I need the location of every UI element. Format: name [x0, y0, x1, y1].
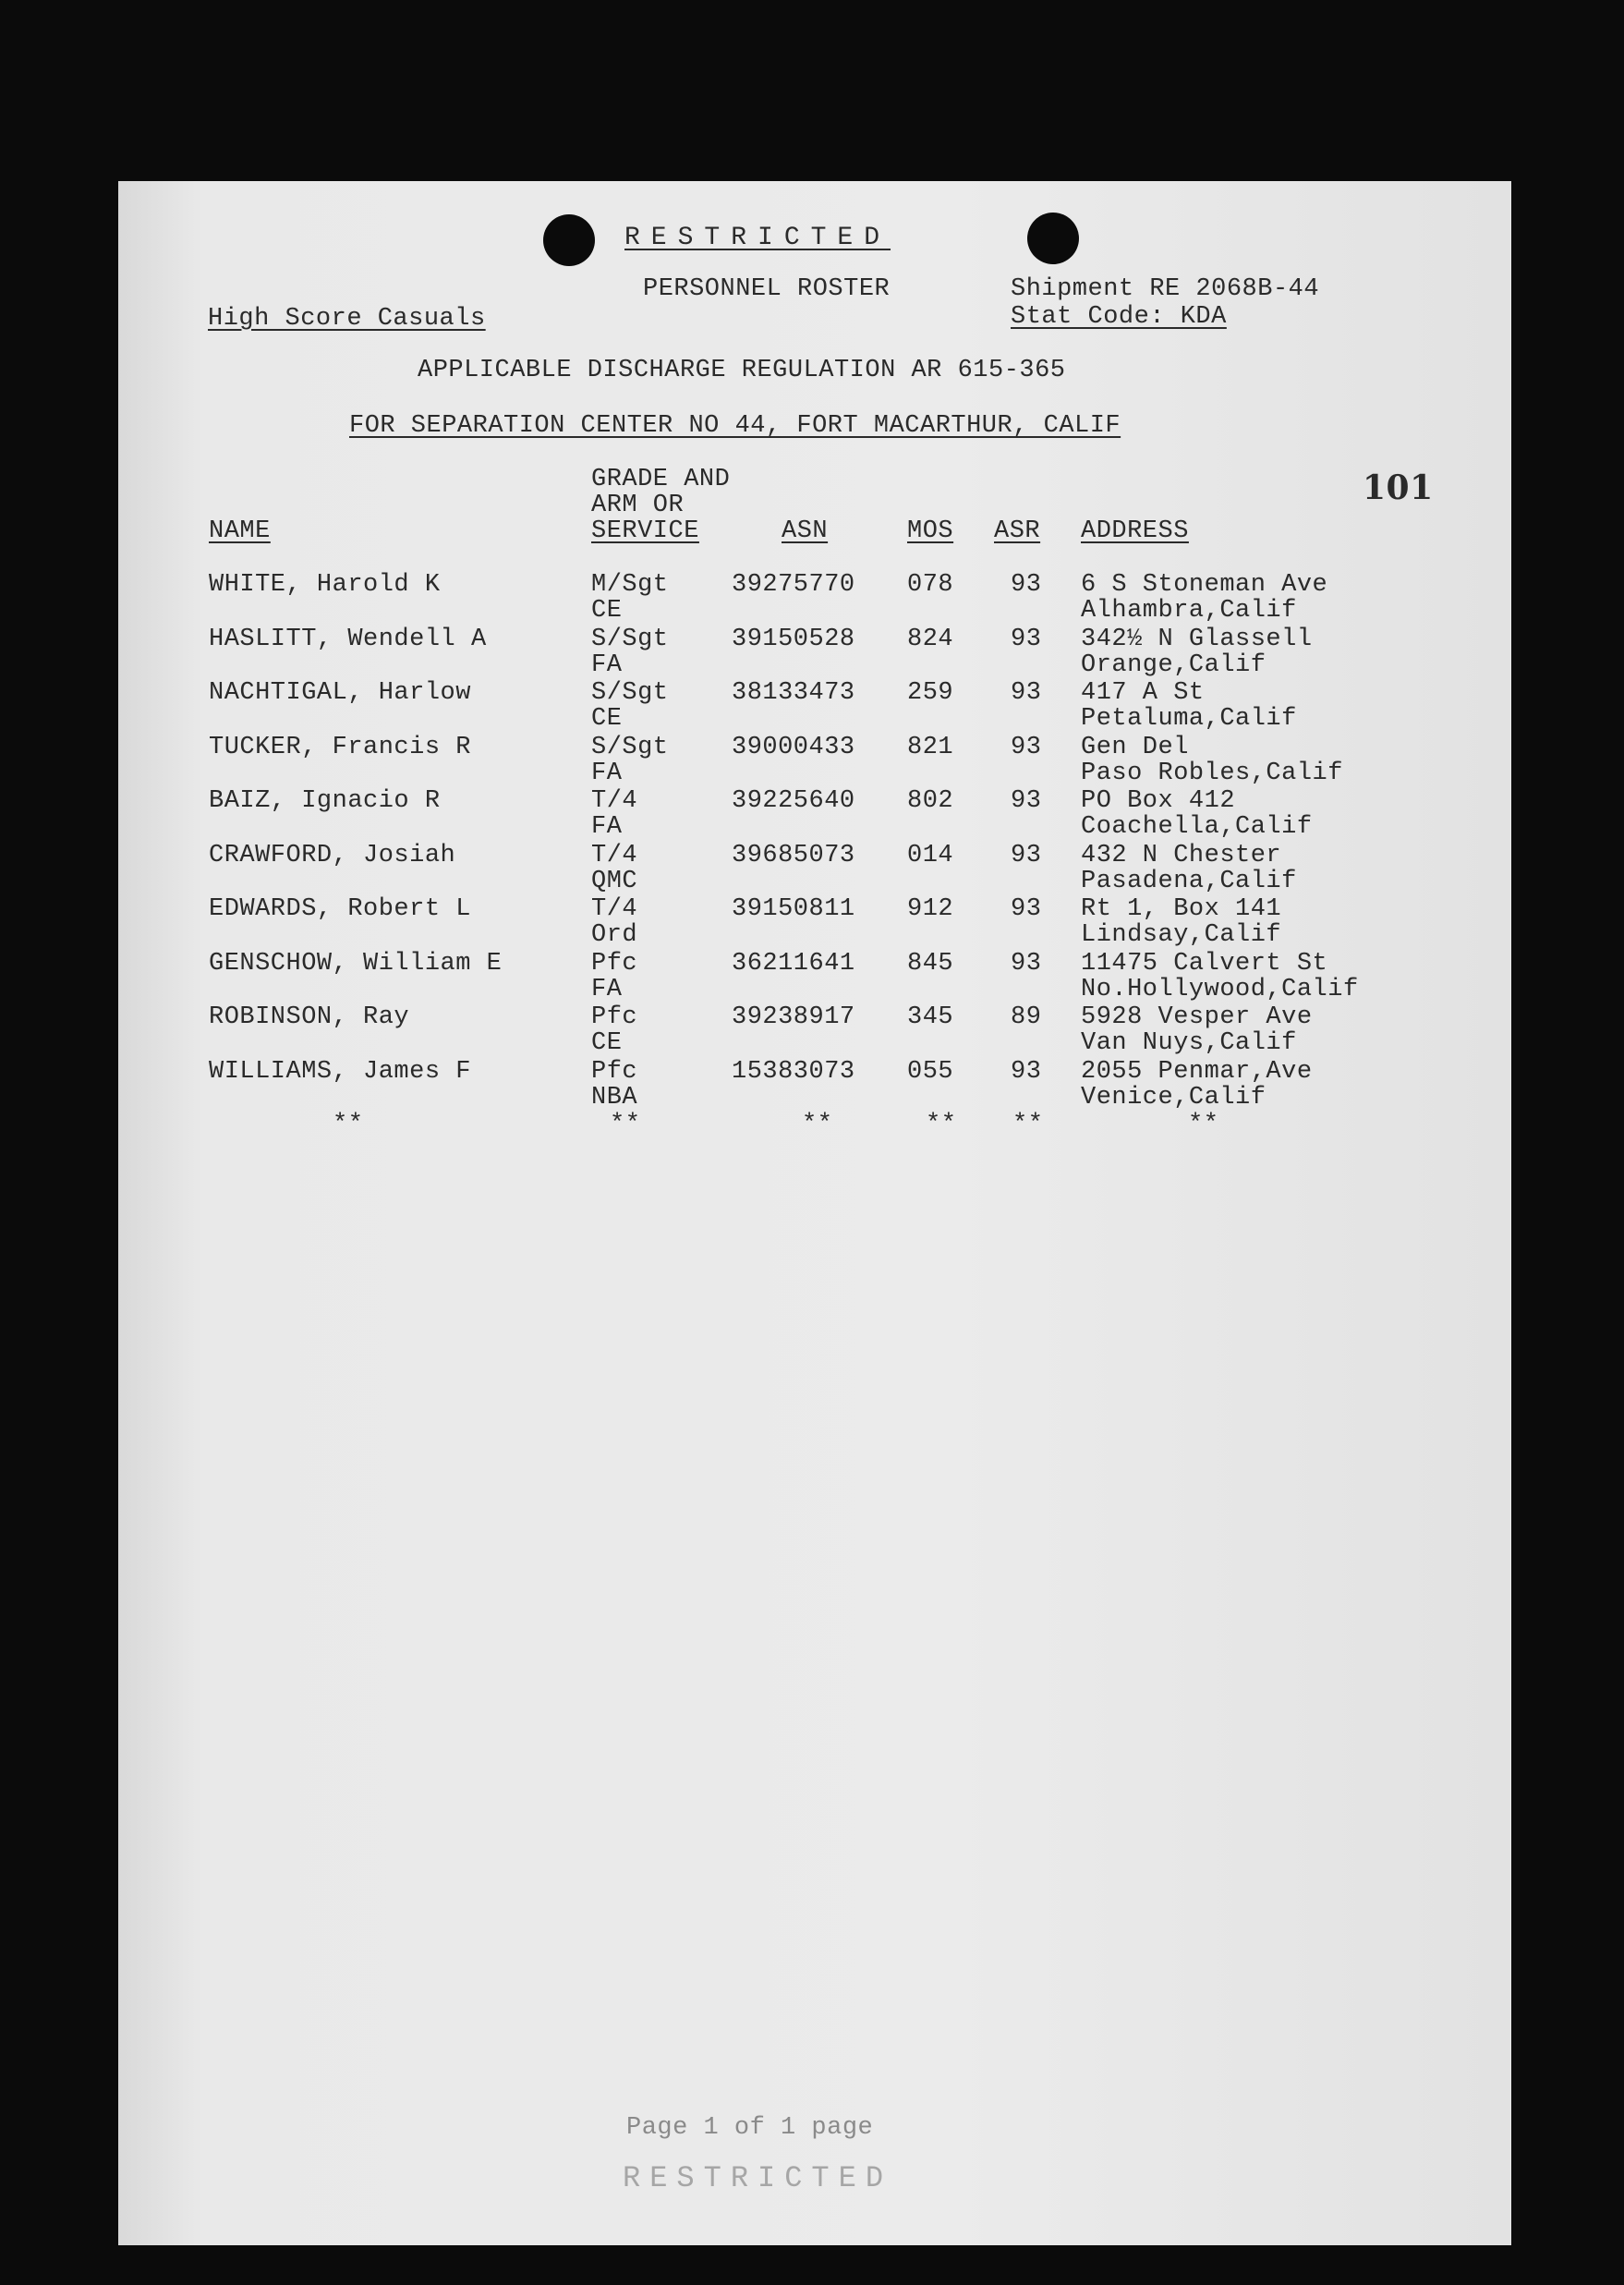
- roster-mos: 055: [907, 1057, 954, 1086]
- roster-asr: 93: [1011, 1057, 1042, 1086]
- roster-address-line2: Lindsay,Calif: [1081, 921, 1282, 949]
- end-mark-name: **: [333, 1111, 364, 1138]
- roster-address-line1: 342½ N Glassell: [1081, 625, 1313, 653]
- roster-arm: CE: [591, 705, 623, 733]
- roster-name: TUCKER, Francis R: [209, 733, 471, 761]
- end-mark-grade: **: [610, 1111, 641, 1138]
- roster-asn: 38133473: [732, 679, 855, 707]
- col-name: NAME: [209, 517, 271, 545]
- roster-asr: 89: [1011, 1003, 1042, 1031]
- roster-asr: 93: [1011, 949, 1042, 978]
- roster-arm: CE: [591, 597, 623, 625]
- roster-arm: FA: [591, 975, 623, 1003]
- roster-address-line1: Gen Del: [1081, 733, 1189, 761]
- end-mark-address: **: [1188, 1111, 1219, 1138]
- stat-code: Stat Code: KDA: [1011, 303, 1227, 331]
- roster-address-line1: 5928 Vesper Ave: [1081, 1003, 1313, 1031]
- group-label: High Score Casuals: [208, 305, 486, 333]
- roster-asn: 39150811: [732, 895, 855, 923]
- punch-hole-left: [543, 214, 595, 266]
- roster-mos: 345: [907, 1003, 954, 1031]
- roster-asn: 39000433: [732, 733, 855, 761]
- page-count-label: Page 1 of 1 page: [626, 2114, 874, 2142]
- roster-asr: 93: [1011, 625, 1042, 653]
- roster-grade: S/Sgt: [591, 679, 669, 707]
- col-asn: ASN: [782, 517, 829, 545]
- roster-name: HASLITT, Wendell A: [209, 625, 487, 653]
- roster-asr: 93: [1011, 895, 1042, 923]
- col-grade-line2: ARM OR: [591, 492, 685, 519]
- roster-name: NACHTIGAL, Harlow: [209, 679, 471, 707]
- roster-arm: FA: [591, 759, 623, 787]
- roster-address-line1: 11475 Calvert St: [1081, 949, 1328, 978]
- roster-address-line2: Alhambra,Calif: [1081, 597, 1297, 625]
- roster-asr: 93: [1011, 787, 1042, 815]
- roster-asr: 93: [1011, 841, 1042, 869]
- shipment-number: Shipment RE 2068B-44: [1011, 275, 1320, 303]
- roster-address-line1: 6 S Stoneman Ave: [1081, 571, 1328, 599]
- roster-address-line2: Venice,Calif: [1081, 1083, 1266, 1112]
- end-mark-asr: **: [1012, 1111, 1044, 1138]
- roster-address-line2: Coachella,Calif: [1081, 813, 1313, 841]
- roster-title: PERSONNEL ROSTER: [643, 275, 891, 303]
- end-mark-mos: **: [926, 1111, 957, 1138]
- roster-name: GENSCHOW, William E: [209, 949, 503, 978]
- roster-mos: 014: [907, 841, 954, 869]
- roster-name: WHITE, Harold K: [209, 571, 441, 599]
- roster-grade: Pfc: [591, 949, 638, 978]
- roster-mos: 078: [907, 571, 954, 599]
- roster-asn: 39225640: [732, 787, 855, 815]
- roster-asn: 39275770: [732, 571, 855, 599]
- roster-mos: 824: [907, 625, 954, 653]
- restricted-heading: RESTRICTED: [624, 224, 891, 252]
- roster-mos: 259: [907, 679, 954, 707]
- discharge-regulation: APPLICABLE DISCHARGE REGULATION AR 615-365: [418, 357, 1066, 384]
- roster-mos: 912: [907, 895, 954, 923]
- end-mark-asn: **: [802, 1111, 833, 1138]
- roster-arm: CE: [591, 1029, 623, 1057]
- roster-name: EDWARDS, Robert L: [209, 895, 471, 923]
- roster-address-line2: Paso Robles,Calif: [1081, 759, 1343, 787]
- roster-asr: 93: [1011, 679, 1042, 707]
- roster-name: WILLIAMS, James F: [209, 1057, 471, 1086]
- roster-arm: QMC: [591, 867, 638, 895]
- roster-mos: 802: [907, 787, 954, 815]
- roster-grade: T/4: [591, 841, 638, 869]
- punch-hole-right: [1027, 213, 1079, 264]
- roster-mos: 821: [907, 733, 954, 761]
- roster-asn: 39238917: [732, 1003, 855, 1031]
- roster-address-line1: 417 A St: [1081, 679, 1205, 707]
- roster-grade: T/4: [591, 895, 638, 923]
- roster-address-line2: Pasadena,Calif: [1081, 867, 1297, 895]
- roster-grade: Pfc: [591, 1003, 638, 1031]
- roster-asn: 39685073: [732, 841, 855, 869]
- separation-center: FOR SEPARATION CENTER NO 44, FORT MACARTHUR, CALIF: [349, 412, 1121, 440]
- roster-mos: 845: [907, 949, 954, 978]
- roster-name: BAIZ, Ignacio R: [209, 787, 441, 815]
- roster-arm: FA: [591, 813, 623, 841]
- roster-name: CRAWFORD, Josiah: [209, 841, 456, 869]
- roster-asr: 93: [1011, 733, 1042, 761]
- col-address: ADDRESS: [1081, 517, 1189, 545]
- col-asr: ASR: [994, 517, 1041, 545]
- roster-arm: Ord: [591, 921, 638, 949]
- roster-asr: 93: [1011, 571, 1042, 599]
- roster-address-line1: 2055 Penmar,Ave: [1081, 1057, 1313, 1086]
- roster-grade: S/Sgt: [591, 625, 669, 653]
- roster-asn: 15383073: [732, 1057, 855, 1086]
- roster-address-line2: No.Hollywood,Calif: [1081, 975, 1359, 1003]
- roster-address-line1: Rt 1, Box 141: [1081, 895, 1282, 923]
- roster-address-line1: 432 N Chester: [1081, 841, 1282, 869]
- roster-arm: NBA: [591, 1083, 638, 1112]
- restricted-footer: RESTRICTED: [623, 2161, 893, 2195]
- col-grade-line3: SERVICE: [591, 517, 699, 545]
- page-number: 101: [1363, 468, 1434, 507]
- col-grade-line1: GRADE AND: [591, 466, 731, 493]
- roster-asn: 36211641: [732, 949, 855, 978]
- col-mos: MOS: [907, 517, 954, 545]
- roster-grade: S/Sgt: [591, 733, 669, 761]
- roster-name: ROBINSON, Ray: [209, 1003, 410, 1031]
- roster-asn: 39150528: [732, 625, 855, 653]
- roster-address-line1: PO Box 412: [1081, 787, 1236, 815]
- roster-address-line2: Orange,Calif: [1081, 650, 1266, 679]
- roster-grade: T/4: [591, 787, 638, 815]
- roster-grade: Pfc: [591, 1057, 638, 1086]
- roster-address-line2: Van Nuys,Calif: [1081, 1029, 1297, 1057]
- roster-address-line2: Petaluma,Calif: [1081, 705, 1297, 733]
- roster-arm: FA: [591, 650, 623, 679]
- roster-grade: M/Sgt: [591, 571, 669, 599]
- document-page: [118, 181, 1511, 2245]
